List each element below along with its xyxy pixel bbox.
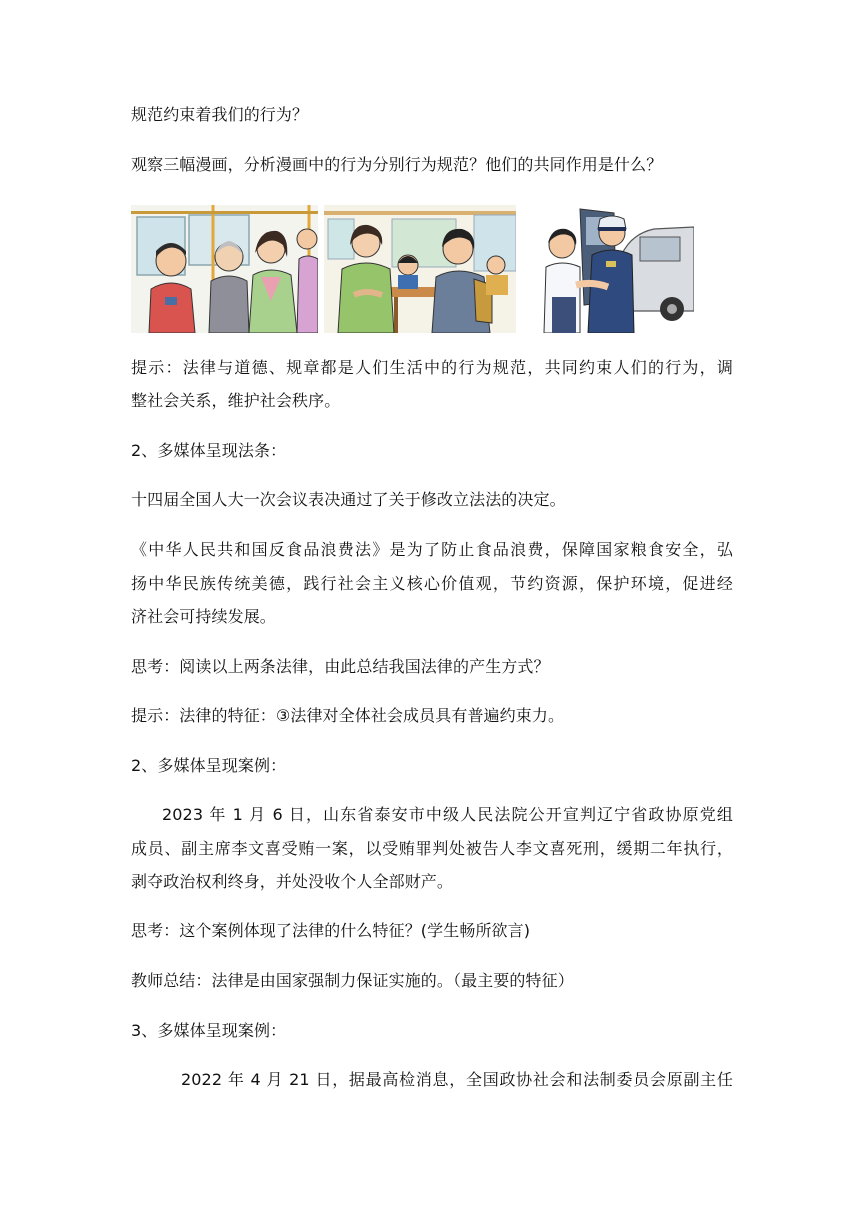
paragraph-line: 十四届全国人大一次会议表决通过了关于修改立法法的决定。: [131, 490, 566, 509]
comic-panel-police: [522, 205, 694, 333]
comic-panel-bus: [131, 205, 318, 333]
paragraph-line: 观察三幅漫画，分析漫画中的行为分别行为规范？他们的共同作用是什么？: [131, 155, 663, 174]
paragraph-line: 《中华人民共和国反食品浪费法》是为了防止食品浪费，保障国家粮食安全，弘: [131, 540, 733, 559]
section-heading: 2、多媒体呈现案例：: [131, 756, 287, 775]
paragraph-line: 成员、副主席李文喜受贿一案，以受贿罪判处被告人李文喜死刑，缓期二年执行，: [131, 839, 733, 858]
comic-panel-classroom: [324, 205, 516, 333]
paragraph-line: 思考：这个案例体现了法律的什么特征？(学生畅所欲言): [131, 921, 531, 940]
paragraph-line: 剥夺政治权利终身，并处没收个人全部财产。: [131, 872, 454, 891]
paragraph-line: 2023 年 1 月 6 日，山东省泰安市中级人民法院公开宣判辽宁省政协原党组: [162, 805, 733, 824]
paragraph-line: 扬中华民族传统美德，践行社会主义核心价值观，节约资源，保护环境，促进经: [131, 574, 733, 593]
paragraph-line: 思考：阅读以上两条法律，由此总结我国法律的产生方式？: [131, 657, 550, 676]
paragraph-line: 提示：法律的特征：③法律对全体社会成员具有普遍约束力。: [131, 706, 565, 725]
section-heading: 3、多媒体呈现案例：: [131, 1021, 287, 1040]
paragraph-line: 提示：法律与道德、规章都是人们生活中的行为规范，共同约束人们的行为，调: [131, 358, 733, 377]
section-heading: 2、多媒体呈现法条：: [131, 441, 287, 460]
paragraph-line: 规范约束着我们的行为？: [131, 105, 309, 124]
paragraph-line: 教师总结：法律是由国家强制力保证实施的。（最主要的特征）: [131, 971, 574, 990]
paragraph-line: 济社会可持续发展。: [131, 607, 276, 626]
paragraph-line: 2022 年 4 月 21 日，据最高检消息，全国政协社会和法制委员会原副主任: [181, 1070, 733, 1089]
comic-strip-illustration: [131, 205, 694, 333]
paragraph-line: 整社会关系，维护社会秩序。: [131, 391, 341, 410]
